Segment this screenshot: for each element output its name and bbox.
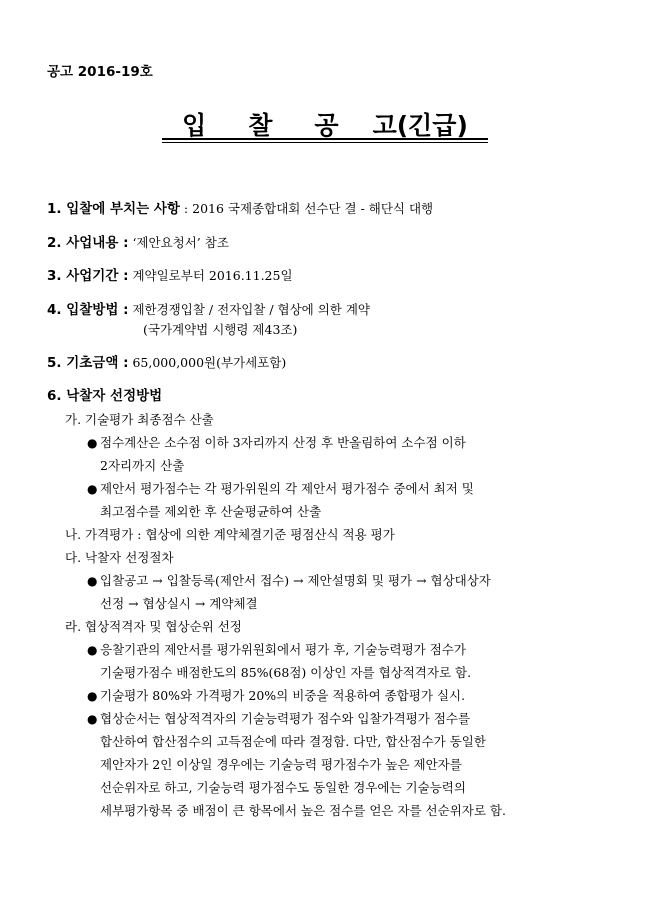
sub-item-ga: 가. 기술평가 최종점수 산출	[65, 412, 214, 427]
bullet-line	[87, 434, 466, 452]
section-2-heading: 2. 사업내용 :	[47, 235, 129, 251]
bullet-icon: ●	[87, 574, 98, 588]
section-4	[47, 301, 370, 320]
section-4-text-cont: (국가계약법 시행령 제43조)	[143, 322, 298, 337]
bullet-line	[87, 480, 474, 498]
section-3	[47, 267, 293, 286]
section-2	[47, 234, 229, 253]
title-underline	[162, 138, 488, 140]
bullet-line	[87, 572, 491, 590]
section-1	[47, 200, 433, 219]
title-char: 입	[182, 111, 207, 140]
bullet-text: 제안서 평가점수는 각 평가위원의 각 제안서 평가점수 중에서 최저 및	[100, 481, 474, 496]
section-5-text: 65,000,000원(부가세포함)	[128, 355, 287, 370]
bullet-icon: ●	[87, 482, 98, 496]
bullet-text-cont: 기술평가점수 배점한도의 85%(68점) 이상인 자를 협상적격자로 함.	[100, 665, 472, 680]
bullet-icon: ●	[87, 436, 98, 450]
bullet-text: 응찰기관의 제안서를 평가위원회에서 평가 후, 기술능력평가 점수가	[100, 642, 466, 657]
section-1-text: : 2016 국제종합대회 선수단 결 - 해단식 대행	[179, 201, 434, 216]
bullet-text-cont: 2자리까지 산출	[100, 458, 185, 473]
section-6-heading: 6. 낙찰자 선정방법	[47, 388, 163, 404]
sub-item-da: 다. 낙찰자 선정절차	[65, 550, 174, 565]
sub-item-na: 나. 가격평가 : 협상에 의한 계약체결기준 평점산식 적용 평가	[65, 527, 395, 542]
section-6	[47, 387, 162, 406]
bullet-text-cont: 선순위자로 하고, 기술능력 평가점수도 동일한 경우에는 기술능력의	[100, 780, 466, 795]
title-underline-thin	[162, 142, 488, 143]
bullet-line	[87, 687, 465, 705]
section-3-text: 계약일로부터 2016.11.25일	[128, 268, 293, 283]
section-4-heading: 4. 입찰방법 :	[47, 302, 129, 318]
bullet-text-cont: 합산하여 합산점수의 고득점순에 따라 결정함. 다만, 합산점수가 동일한	[100, 734, 486, 749]
bullet-text-cont: 선정 → 협상실시 → 계약체결	[100, 596, 258, 611]
title-char: 찰	[248, 111, 273, 140]
bullet-text-cont: 제안자가 2인 이상일 경우에는 기술능력 평가점수가 높은 제안자를	[100, 757, 462, 772]
bullet-text: 기술평가 80%와 가격평가 20%의 비중을 적용하여 종합평가 실시.	[100, 688, 466, 703]
section-1-heading: 1. 입찰에 부치는 사항	[47, 201, 180, 217]
section-4-text: 제한경쟁입찰 / 전자입찰 / 협상에 의한 계약	[128, 302, 370, 317]
title-char: 고(긴급)	[372, 111, 468, 140]
bullet-text: 입찰공고 → 입찰등록(제안서 접수) → 제안설명회 및 평가 → 협상대상자	[100, 573, 491, 588]
bullet-text-cont: 세부평가항목 중 배점이 큰 항목에서 높은 점수를 얻은 자를 선순위자로 함.	[100, 803, 506, 818]
bullet-line	[87, 641, 466, 659]
bullet-text: 협상순서는 협상적격자의 기술능력평가 점수와 입찰가격평가 점수를	[100, 711, 471, 726]
bullet-icon: ●	[87, 643, 98, 657]
bullet-text: 점수계산은 소수점 이하 3자리까지 산정 후 반올림하여 소수점 이하	[100, 435, 466, 450]
title-char: 공	[314, 111, 339, 140]
section-5-heading: 5. 기초금액 :	[47, 355, 129, 371]
section-2-text: ‘제안요청서’ 참조	[128, 235, 229, 250]
document-title	[162, 106, 488, 142]
section-3-heading: 3. 사업기간 :	[47, 268, 129, 284]
notice-number: 공고 2016-19호	[47, 64, 153, 80]
bullet-line	[87, 710, 470, 728]
section-5	[47, 354, 286, 373]
bullet-text-cont: 최고점수를 제외한 후 산술평균하여 산출	[100, 504, 322, 519]
bullet-icon: ●	[87, 689, 98, 703]
bullet-icon: ●	[87, 712, 98, 726]
sub-item-ra: 라. 협상적격자 및 협상순위 선정	[65, 619, 242, 634]
